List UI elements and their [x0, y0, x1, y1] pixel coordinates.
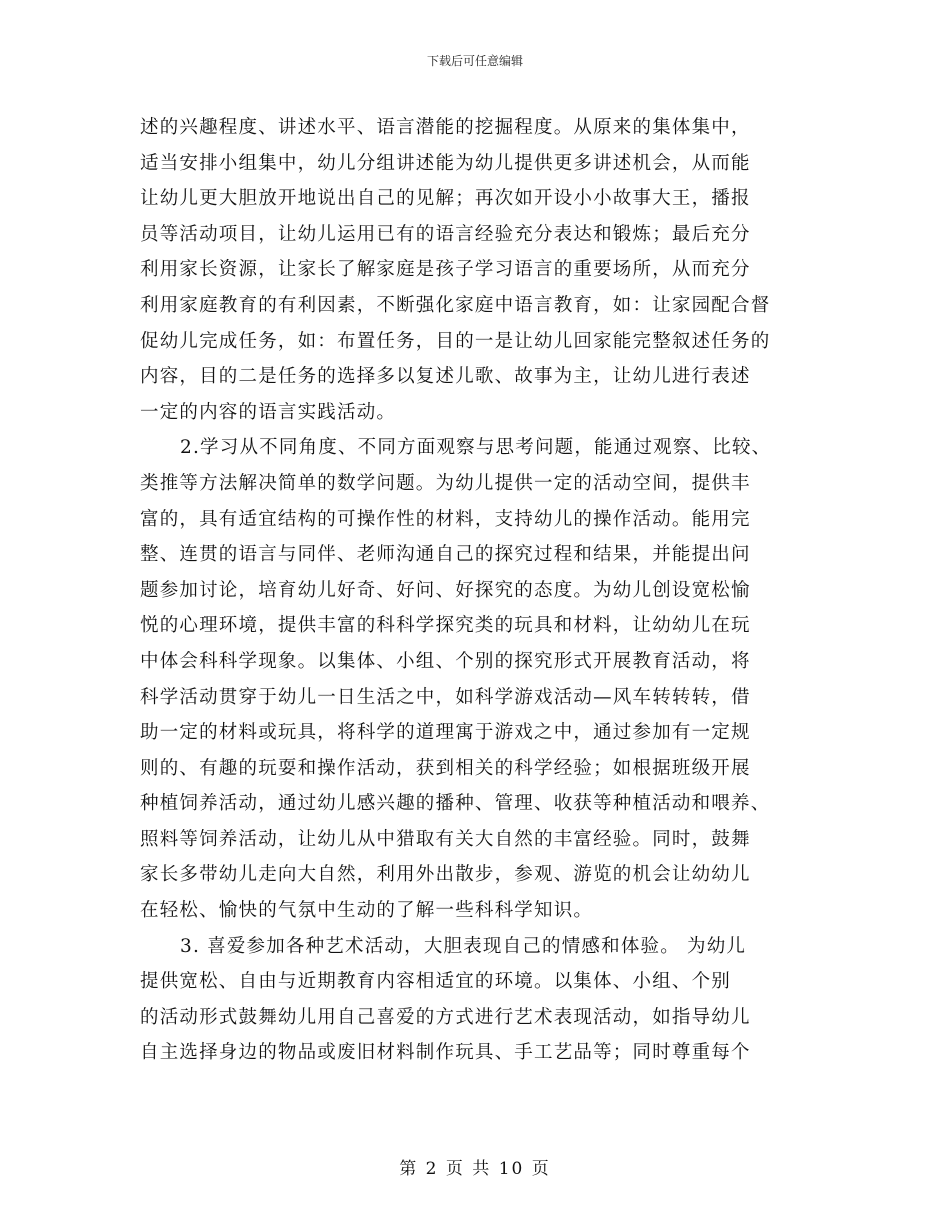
page-footer: 第 2 页 共 10 页 — [399, 1159, 551, 1179]
text-line: 类推等方法解决简单的数学问题。为幼儿提供一定的活动空间，提供丰 — [140, 472, 751, 494]
text-line: 的活动形式鼓舞幼儿用自己喜爱的方式进行艺术表现活动，如指导幼儿 — [140, 1006, 751, 1028]
text-line: 种植饲养活动，通过幼儿感兴趣的播种、管理、收获等种植活动和喂养、 — [140, 793, 771, 815]
text-line: 述的兴趣程度、讲述水平、语言潜能的挖掘程度。从原来的集体集中， — [140, 117, 751, 138]
text-line: 富的，具有适宜结构的可操作性的材料，支持幼儿的操作活动。能用完 — [140, 508, 751, 530]
text-line: 整、连贯的语言与同伴、老师沟通自己的探究过程和结果，并能提出问 — [140, 544, 751, 566]
text-line: 则的、有趣的玩耍和操作活动，获到相关的科学经验；如根据班级开展 — [140, 757, 751, 779]
text-line: 照料等饲养活动，让幼儿从中猎取有关大自然的丰富经验。同时，鼓舞 — [140, 828, 751, 850]
text-line: 科学活动贯穿于幼儿一日生活之中，如科学游戏活动—风车转转转，借 — [140, 686, 751, 708]
paragraph-2-start: 2.学习从不同角度、不同方面观察与思考问题，能通过观察、比较、 — [180, 437, 772, 459]
text-line: 促幼儿完成任务，如：布置任务，目的一是让幼儿回家能完整叙述任务的 — [140, 330, 771, 352]
text-line: 内容，目的二是任务的选择多以复述儿歌、故事为主，让幼儿进行表述 — [140, 366, 751, 388]
page-header: 下载后可任意编辑 — [426, 54, 523, 68]
text-line: 适当安排小组集中，幼儿分组讲述能为幼儿提供更多讲述机会，从而能 — [140, 152, 751, 174]
text-line: 利用家庭教育的有利因素，不断强化家庭中语言教育，如：让家园配合督 — [140, 294, 771, 316]
text-line: 中体会科科学现象。以集体、小组、个别的探究形式开展教育活动，将 — [140, 650, 751, 672]
text-line: 员等活动项目，让幼儿运用已有的语言经验充分表达和锻炼；最后充分 — [140, 223, 751, 245]
text-line: 提供宽松、自由与近期教育内容相适宜的环境。以集体、小组、个别 — [140, 971, 732, 993]
text-line: 一定的内容的语言实践活动。 — [140, 401, 397, 423]
text-line: 助一定的材料或玩具，将科学的道理寓于游戏之中，通过参加有一定规 — [140, 722, 751, 744]
text-line: 自主选择身边的物品或废旧材料制作玩具、手工艺品等；同时尊重每个 — [140, 1042, 751, 1064]
paragraph-3-start: 3. 喜爱参加各种艺术活动，大胆表现自己的情感和体验。 为幼儿 — [180, 935, 747, 957]
text-line: 让幼儿更大胆放开地说出自己的见解；再次如开设小小故事大王，播报 — [140, 188, 751, 210]
text-line: 利用家长资源，让家长了解家庭是孩子学习语言的重要场所，从而充分 — [140, 259, 751, 281]
body-text — [140, 110, 820, 1071]
text-line: 题参加讨论，培育幼儿好奇、好问、好探究的态度。为幼儿创设宽松愉 — [140, 579, 751, 601]
text-line: 悦的心理环境，提供丰富的科科学探究类的玩具和材料，让幼幼儿在玩 — [140, 615, 751, 637]
text-line: 在轻松、愉快的气氛中生动的了解一些科科学知识。 — [140, 900, 594, 922]
text-line: 家长多带幼儿走向大自然，利用外出散步，参观、游览的机会让幼幼儿 — [140, 864, 751, 886]
